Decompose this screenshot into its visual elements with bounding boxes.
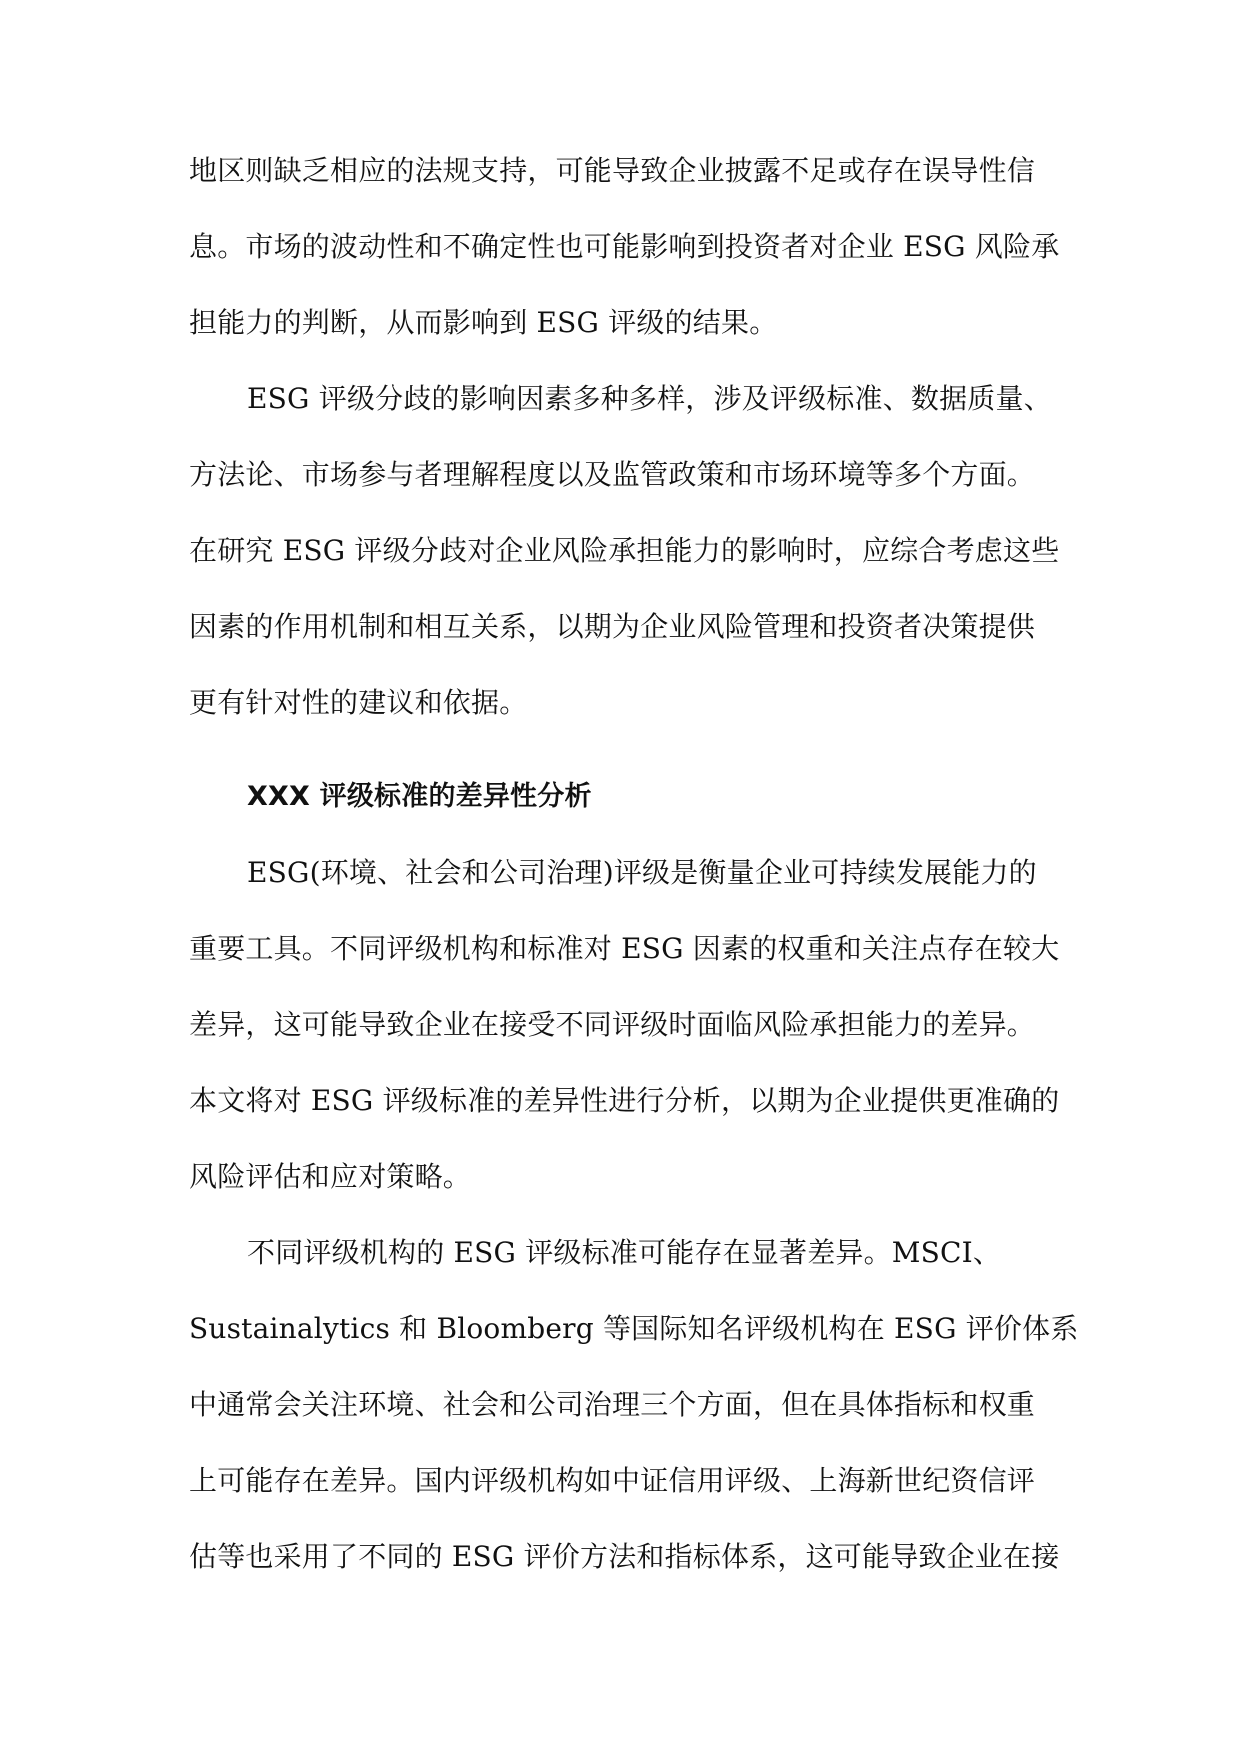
text-line: 差异，这可能导致企业在接受不同评级时面临风险承担能力的差异。: [189, 1008, 1036, 1041]
paragraph-3: [189, 845, 1059, 1225]
text-line: ESG 评级分歧的影响因素多种多样，涉及评级标准、数据质量、: [247, 382, 1052, 415]
text-line: 方法论、市场参与者理解程度以及监管政策和市场环境等多个方面。: [189, 458, 1036, 491]
text-line: 在研究 ESG 评级分歧对企业风险承担能力的影响时，应综合考虑这些: [189, 534, 1060, 567]
text-line: 本文将对 ESG 评级标准的差异性进行分析，以期为企业提供更准确的: [189, 1084, 1060, 1117]
text-line: 息。市场的波动性和不确定性也可能影响到投资者对企业 ESG 风险承: [189, 230, 1060, 263]
text-line: 地区则缺乏相应的法规支持，可能导致企业披露不足或存在误导性信: [189, 154, 1036, 187]
text-line: 风险评估和应对策略。: [189, 1160, 472, 1193]
text-line: 担能力的判断，从而影响到 ESG 评级的结果。: [189, 306, 778, 339]
text-line: 更有针对性的建议和依据。: [189, 686, 528, 719]
paragraph-2: [189, 371, 1059, 751]
text-line: Sustainalytics 和 Bloomberg 等国际知名评级机构在 ESG 评价体系: [189, 1312, 1079, 1345]
text-line: 估等也采用了不同的 ESG 评价方法和指标体系，这可能导致企业在接: [189, 1540, 1060, 1573]
paragraph-4: [189, 1225, 1079, 1605]
paragraph-1: [189, 143, 1059, 371]
document-body: [189, 143, 1079, 1605]
text-line: 因素的作用机制和相互关系，以期为企业风险管理和投资者决策提供: [189, 610, 1036, 643]
text-line: ESG(环境、社会和公司治理)评级是衡量企业可持续发展能力的: [247, 856, 1037, 889]
text-line: 不同评级机构的 ESG 评级标准可能存在显著差异。MSCI、: [247, 1236, 1002, 1269]
section-heading: XXX 评级标准的差异性分析: [247, 781, 592, 812]
text-line: 中通常会关注环境、社会和公司治理三个方面，但在具体指标和权重: [189, 1388, 1036, 1421]
text-line: 上可能存在差异。国内评级机构如中证信用评级、上海新世纪资信评: [189, 1464, 1036, 1497]
text-line: 重要工具。不同评级机构和标准对 ESG 因素的权重和关注点存在较大: [189, 932, 1060, 965]
